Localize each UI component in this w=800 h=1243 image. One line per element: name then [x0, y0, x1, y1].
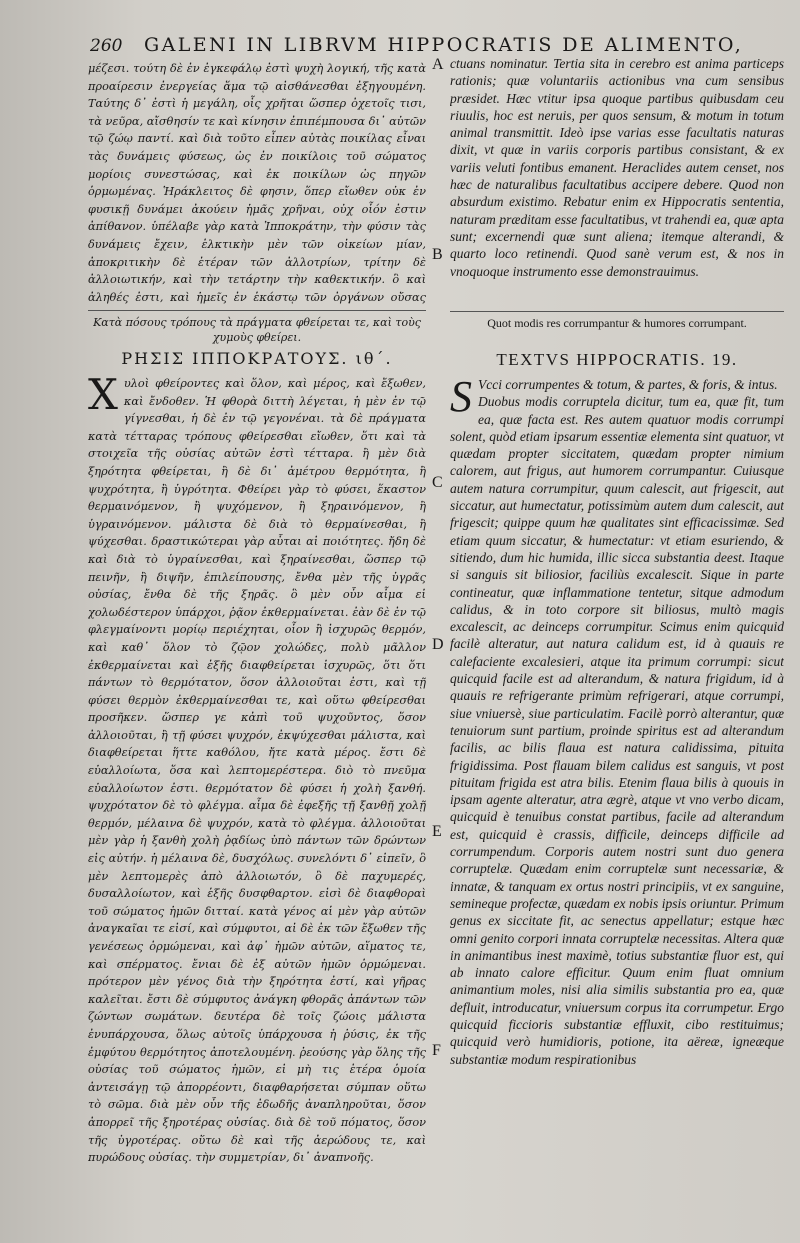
greek-drop-capital: Χ: [88, 375, 118, 419]
latin-column: [450, 55, 784, 1230]
latin-main-text: [450, 376, 784, 1228]
latin-lemma: Vcci corrumpentes & totum, & partes, & foris, & intus.: [478, 377, 778, 392]
section-divider: [450, 311, 784, 312]
latin-drop-capital: S: [450, 376, 472, 421]
greek-section-subheading: Κατὰ πόσους τρόπους τὰ πράγματα φθείρεται τε, καὶ τοὺς χυμοὺς φθείρει.: [93, 316, 421, 344]
section-divider: [88, 310, 426, 311]
margin-letter-e: E: [432, 823, 442, 840]
margin-letter-c: C: [432, 474, 443, 491]
margin-letter-f: F: [432, 1042, 441, 1059]
running-title: GALENI IN LIBRVM HIPPOCRATIS DE ALIMENTO,: [144, 34, 744, 56]
page-number: 260: [90, 36, 123, 56]
greek-section-heading: ΡΗΣΙΣ ΙΠΠΟΚΡΑΤΟΥΣ. ιθ΄.: [121, 349, 393, 368]
greek-text-body: υλοὶ φθείροντες καὶ ὅλον, καὶ μέρος, καὶ ἔξωθεν, καὶ ἔνδοθεν. Ἡ φθορὰ διττὴ λέγεται, ἡ μὲν ἐν τῷ γίγνεσθαι, ἡ δὲ ἐν τῷ γεγονέναι. τὰ δὲ πράγματα κατὰ τέτταρας τρόπους φθείρεσθαι εἴωθεν, ὅτι καὶ τὰ στοιχεῖα τῆς οὐσίας αὐτῶν ἐστὶ τέτταρα. ἢ μὲν διὰ ξηρότητα φθείρεται, ἢ δὲ δι᾽ ἀμέτρου θερμότητα, ἢ ψυχρότητα, ἢ ὑγρότητα. Φθείρει γὰρ τὸ φύσει, ἕκαστον θερμαινόμενον, ἢ ψυχόμενον, ἢ ξηραινόμενον, ἢ ὑγραινόμενον. μάλιστα δὲ διὰ τὸ θερμαίνεσθαι, ἢ ψύχεσθαι. δραστικώτεραι γὰρ αὗται αἱ ποιότητες. ἤδη δὲ καὶ διὰ τὸ ὑγραίνεσθαι, καὶ ξηραίνεσθαι, ὥσπερ τῷ πεινῆν, ἢ διψῆν, ἐπιλείπουσης, ἔνθα μὲν τῆς ὑγρᾶς οὐσίας, ἔνθα δὲ τῆς ξηρᾶς. ὃ μὲν οὖν αἷμα εἰ χολωδέστερον ὑπάρχοι, ῥᾷον ἐκθερμαίνεται. ἐὰν δὲ ἐν τῷ φλεγμαίνοντι μορίῳ περιέχηται, οἷον ἢ ἰσχυρῶς θερμόν, καὶ καθ᾽ ὅλον τὸ ζῷον χολώδες, πολὺ μᾶλλον ἐκθερμαίνεται καὶ ἑξῆς διαφθείρεται ἰσχυρῶς, ὅτι ὅτι πάντων τὸ θερμότατον, ὅσον ἀλλοιοῦται ἐστι, καὶ τῇ φύσει θερμὸν ἐκθερμαίνεσθαι τε, καὶ οὕτω φθείρεσθαι προσῆκεν. ὥσπερ γε κἀπὶ τοῦ ψυχοῦντος, ὅσον ἀλλοιοῦται, ἢ τῇ φύσει ψυχρόν, ἐκψύχεσθαι μάλιστα, καὶ διαφθείρεται ἥττε καθόλου, ἤτε κατὰ μέρος. ἔστι δὲ εὐαλλοίωτα, ὅσα καὶ λεπτομερέστερα. διὸ τὸ πνεῦμα εὐαλλοίωτον ἐστι. θερμότατον δὲ φύσει ἡ χολὴ ξανθή. ψυχρότατον δὲ τὸ φλέγμα. αἷμα δὲ ἐφεξῆς τῇ ξανθῇ χολῇ θερμόν, μέλαινα δὲ ψυχρόν, κατὰ τὸ φλέγμα. ἀλλοιοῦται μὲν γὰρ ἡ ξανθὴ χολὴ ῥᾳδίως ὑπὸ πάντων τῶν δρώντων εἰς αὐτήν. ἡ μέλαινα δὲ, δυσχόλως. συνελόντι δ᾽ εἰπεῖν, ὃ μὲν λεπτομερὲς ἀπὸ ἀλλοιωτόν, ὃ δὲ παχυμερές, δυσαλλοίωτον, καὶ ἑξῆς δυσφθαρτον. εἰσὶ δὲ διαφθοραὶ τοῦ σώματος ἡμῶν διτταί. κατὰ γένος αἱ μὲν γὰρ αὐτῶν ἀναγκαῖαι τε εἰσί, καὶ σύμφυτοι, αἱ δὲ ἐκ τῶν ἔξωθεν τῆς γενέσεως ὁρμώμεναι, καὶ ἀφ᾽ ἡμῶν αὐτῶν, αἵματος τε, καὶ σπέρματος. ἔνιαι δὲ ἐξ αὐτῶν ἡμῶν ὁρμώμεναι. πρότερον μὲν γένος διὰ τὴν ξηρότητα ἐστί, καὶ γῆρας καλεῖται. ἔστι δὲ σύμφυτος ἀνάγκη φθορᾶς ἁπάντων τῶν ζώντων σωμάτων. δευτέρα δὲ τοῖς ζώοις μάλιστα ἐνυπάρχουσα, ὅλως αὐτοῖς ὑπάρχουσα ἡ ῥύσις, ἐκ τῆς ἐμφύτου θερμότητος ἀποτελουμένη. ῥεούσης γὰρ ὅλης τῆς οὐσίας τοῦ σώματος ἡμῶν, εἰ μὴ τις ἑτέρα ὁμοία ἀντεισάγῃ τῷ ἀπορρέοντι, διαφθαρήσεται σύμπαν οὕτω τὸ σῶμα. διὰ μὲν οὖν τῆς ἐδωδῆς ἀναπληροῦται, ὅσον ἀπορρεῖ τῆς ξηροτέρας οὐσίας. διὰ δὲ τοῦ πόματος, ὅσον τῆς ὑγροτέρας. οὕτω δὲ καὶ τῆς ἀερώδους τε, καὶ πυρώδους οὐσίας. τὴν συμμετρίαν, δι᾽ ἀναπνοῆς.: [88, 377, 426, 1165]
margin-letter-d: D: [432, 636, 444, 653]
greek-commentary-text: μέζεσι. τούτη δὲ ἐν ἐγκεφάλῳ ἐστὶ ψυχὴ λογική, τῆς κατὰ προαίρεσιν ἐνεργείας ἅμα τῷ αἰσθάνεσθαι ἐξηγουμένη. Ταύτης δ᾽ ἐστὶ ἡ μεγάλη, οἷς χρῆται ὥσπερ ὀχετοῖς τισι, τὰ νεῦρα, αἴσθησίν τε καὶ κίνησιν ἐπιπέμπουσα δι᾽ αὐτῶν τῷ ζώῳ παντί. καὶ διὰ τοῦτο εἶπεν αὐτὰς ποικίλας εἶναι τὰς δυνάμεις φύσεως, ὡς ἐν ποικίλοις τοῦ σώματος μορίοις συνεστώσας, καὶ ἐκ ποικίλων ὡς πηγῶν ὁρμωμένας. Ἡράκλειτος δὲ φησιν, ὅπερ εἴωθεν οὐκ ἐν φυσικῇ δυνάμει ἀκούειν ἡμᾶς χρῆναι, οὐχ οἷόν ἐστιν ἀπίθανον. ὑπέλαβε γὰρ κατὰ Ἱπποκράτην, τὴν φύσιν τὰς δυνάμεις ἔχειν, ἑλκτικὴν μὲν τῶν οἰκείων μίαν, ἀποκριτικὴν δὲ ἑτέραν τῶν ἀλλοτρίων, τρίτην δὲ ἀλλοιωτικήν, καὶ τὴν τετάρτην τὴν καθεκτικήν. ὃ καὶ ἀληθές ἐστι, καὶ ἡμεῖς ἐν ἑκάστῳ τῶν ὀργάνων οὔσας: [88, 62, 426, 304]
greek-main-text: [88, 375, 426, 1225]
margin-letter-b: B: [432, 246, 443, 263]
latin-section-heading: TEXTVS HIPPOCRATIS. 19.: [496, 350, 738, 369]
greek-column: [88, 60, 426, 1230]
latin-section-subheading: Quot modis res corrumpantur & humores corrumpant.: [487, 316, 747, 330]
latin-text-body: Duobus modis corruptela dicitur, tum ea, quæ fit, tum ea, quæ facta est. Res autem quatuor modis corrumpi solent, quòd etiam ipsarum essentiæ elementa sint quatuor, vt quædam propter siccitatem, quædam propter nimium calorem, aut frigus, aut humorem corrumpantur. Cuiusque autem natura corrumpitur, quum calescit, aut frigescit, aut siccatur, aut humectatur, potissimùm autem dum calescit, aut frigescit; quippe quum hæ qualitates sint efficacissimæ. Sed etiam quum siccatur, & humectatur: vt etiam esuriendo, & sitiendo, dum hic humida, illic sicca substantia deest. Itaque si sanguis sit biliosior, faciliùs excalescit. Sique in parte contineatur, quæ inflammatione tentetur, sitque admodum calidus, & in toto corpore sit biliosus, multò magis excalescit, ac deinceps corrumpitur. Scimus enim quicquid facilè alteratur, aut natura calidum est, id à quauis re calefaciente excalesieri, atque ita primum corrumpi: sicut quicquid facile est ad alterandum, & natura frigidum, id à quauis re refrigerante primùm refrigerari, atque corrumpi, siue vniuersè, siue particulatim. Facilè porrò alterantur, quæ tenuiorum sunt partium, proinde spiritus est ad alterandum facilis, ac bilis flaua est natura calidissima, pituita frigidissima. Post flauam bilem calidus est sanguis, vt post pituitam frigida est atra bilis. Etenim flaua bilis à quouis in ipsam agente alteratur, atra ægrè, atque vt vno verbo dicam, quicquid è tenuibus constat partibus, facile ad alterandum est, quicquid è crassis, difficile, deinceps difficile ad corrumpendum. Corporis autem nostri sunt duo genera corruptelæ. Quædam enim corruptelæ sunt necessariæ, & innatæ, & tanquam ex ortus nostri principiis, vt ex sanguine, semineque profectæ, quædam ex nobis ipsis oriuntur. Primum genus ex siccitate fit, ac senectus appellatur; estque hæc omni genito corpori innata corruptelæ necessitas. Altera quæ in animantibus inest maximè, totius substantiæ fluor est, qui ab innato calore efficitur. Quum enim fluat omnium animantium moles, nisi alia similis substantia pro ea, quæ defluit, introducatur, vniuersum corpus ita corrumpetur. Ergo quicquid ficcioris substantiæ effluxit, cibo restituimus; quicquid verò humidioris, potione, ita aëreæ, igneæque substantiæ modum respirationibus: [450, 394, 784, 1067]
margin-letter-a: A: [432, 56, 444, 73]
latin-commentary-text: ctuans nominatur. Tertia sita in cerebro est anima particeps rationis; quæ voluntariis actionibus vna cum sensibus præsidet. Hæc vtitur ipsa quoque partibus quibusdam ceu riuulis, hoc est neruis, per quos sensum, & motum in totum animal transmittit. Ideò ipse varias esse facultatis naturas dixit, vt quæ in variis corporis partibus consistant, & ex variis veluti fontibus emanent. Heraclides autem censet, nos hæc de naturalibus facultatibus accipere debere. Quod non absurdum existimo. Rebatur enim ex Hippocratis sententia, naturam præditam esse facultatibus, vt trahendi ea, quæ apta sunt; excernendi quæ sunt aliena; itemque alterandi, & quarto loco retinendi. Quod sanè verum est, & nos in vnoquoque instrumento esse demonstrauimus.: [450, 56, 784, 279]
